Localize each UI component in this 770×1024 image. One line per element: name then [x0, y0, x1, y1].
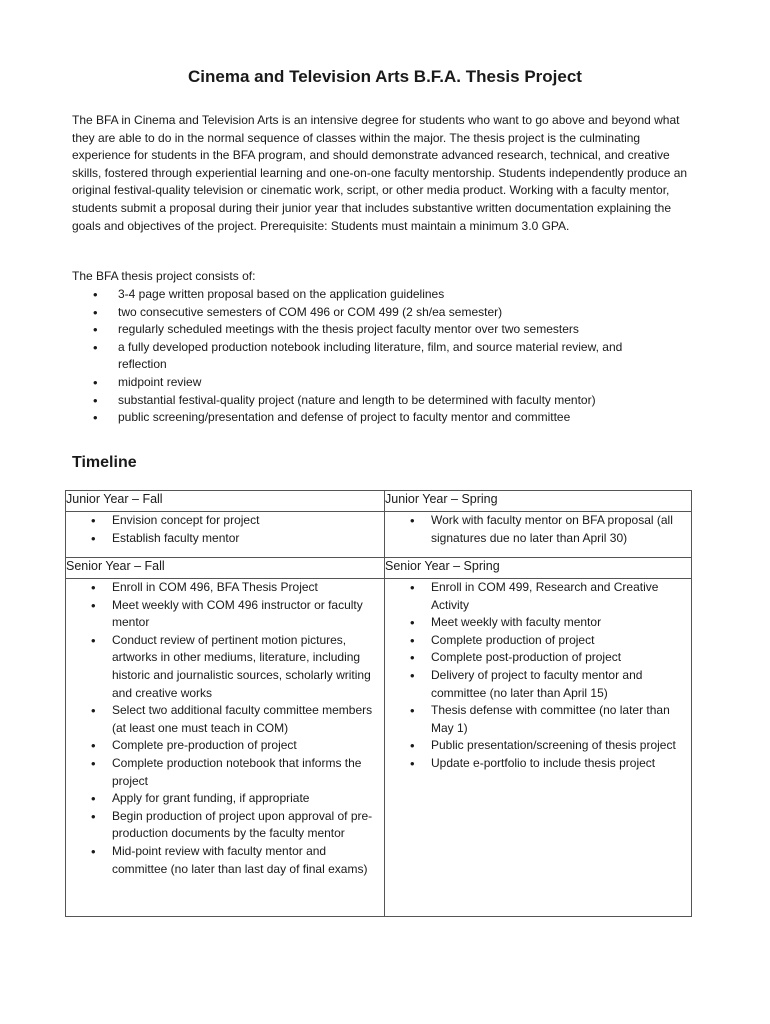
senior-fall-header: Senior Year – Fall	[66, 558, 385, 579]
list-item: • Public presentation/screening of thesis project	[385, 737, 691, 755]
list-item: • Complete production of project	[385, 632, 691, 650]
list-item: • Work with faculty mentor on BFA proposal (all signatures due no later than April 30)	[385, 512, 691, 547]
page-title: Cinema and Television Arts B.F.A. Thesis Project	[188, 67, 582, 86]
list-item: • Complete production notebook that informs the project	[66, 755, 384, 790]
list-item: • Select two additional faculty committee members (at least one must teach in COM)	[66, 702, 384, 737]
timeline-heading: Timeline	[72, 454, 137, 471]
list-item: • Thesis defense with committee (no later than May 1)	[385, 702, 691, 737]
senior-fall-cell	[66, 579, 385, 917]
components-list	[72, 286, 672, 427]
list-item: • Delivery of project to faculty mentor and committee (no later than April 15)	[385, 667, 691, 702]
senior-spring-header: Senior Year – Spring	[385, 558, 692, 579]
timeline-table	[65, 490, 692, 917]
list-item: • Begin production of project upon approval of pre-production documents by the faculty mentor	[66, 808, 384, 843]
junior-fall-header: Junior Year – Fall	[66, 491, 385, 512]
list-item: • midpoint review	[72, 374, 672, 392]
list-item: • two consecutive semesters of COM 496 or COM 499 (2 sh/ea semester)	[72, 304, 672, 322]
table-row	[66, 579, 692, 917]
list-item: • Mid-point review with faculty mentor and committee (no later than last day of final exams)	[66, 843, 384, 878]
junior-spring-list	[385, 512, 691, 547]
list-item: • public screening/presentation and defense of project to faculty mentor and committee	[72, 409, 672, 427]
senior-spring-cell	[385, 579, 692, 917]
list-item: • Enroll in COM 496, BFA Thesis Project	[66, 579, 384, 597]
senior-spring-list	[385, 579, 691, 773]
list-item: • Apply for grant funding, if appropriate	[66, 790, 384, 808]
junior-spring-header: Junior Year – Spring	[385, 491, 692, 512]
list-item: • Enroll in COM 499, Research and Creative Activity	[385, 579, 691, 614]
senior-fall-list	[66, 579, 384, 878]
intro-paragraph: The BFA in Cinema and Television Arts is an intensive degree for students who want to go above and beyond what they are able to do in the normal sequence of classes within the major. The thesis project is the culminating experience for students in the BFA program, and should demonstrate advanced research, technical, and creative skills, fostered through experiential learning and one-on-one faculty mentorship. Students independently produce an original festival-quality television or cinematic work, script, or other media product. Working with a faculty mentor, students submit a proposal during their junior year that includes substantive written documentation explaining the goals and objectives of the project. Prerequisite: Students must maintain a minimum 3.0 GPA.	[72, 113, 688, 233]
list-item: • Conduct review of pertinent motion pictures, artworks in other mediums, literature, including historic and journalistic sources, scholarly writing and creative works	[66, 632, 384, 702]
list-item: • a fully developed production notebook including literature, film, and source material review, and reflection	[72, 339, 672, 374]
junior-fall-cell	[66, 512, 385, 558]
list-item: • substantial festival-quality project (nature and length to be determined with faculty mentor)	[72, 392, 672, 410]
list-item: • regularly scheduled meetings with the thesis project faculty mentor over two semesters	[72, 321, 672, 339]
list-item: • Update e-portfolio to include thesis project	[385, 755, 691, 773]
list-item: • Establish faculty mentor	[66, 530, 384, 548]
list-item: • Meet weekly with faculty mentor	[385, 614, 691, 632]
table-row	[66, 558, 692, 579]
list-item: • Meet weekly with COM 496 instructor or faculty mentor	[66, 597, 384, 632]
list-item: • 3-4 page written proposal based on the application guidelines	[72, 286, 672, 304]
list-item: • Complete post-production of project	[385, 649, 691, 667]
list-item: • Complete pre-production of project	[66, 737, 384, 755]
junior-spring-cell	[385, 512, 692, 558]
junior-fall-list	[66, 512, 384, 547]
list-item: • Envision concept for project	[66, 512, 384, 530]
table-row	[66, 512, 692, 558]
table-row	[66, 491, 692, 512]
consists-label: The BFA thesis project consists of:	[72, 269, 256, 283]
